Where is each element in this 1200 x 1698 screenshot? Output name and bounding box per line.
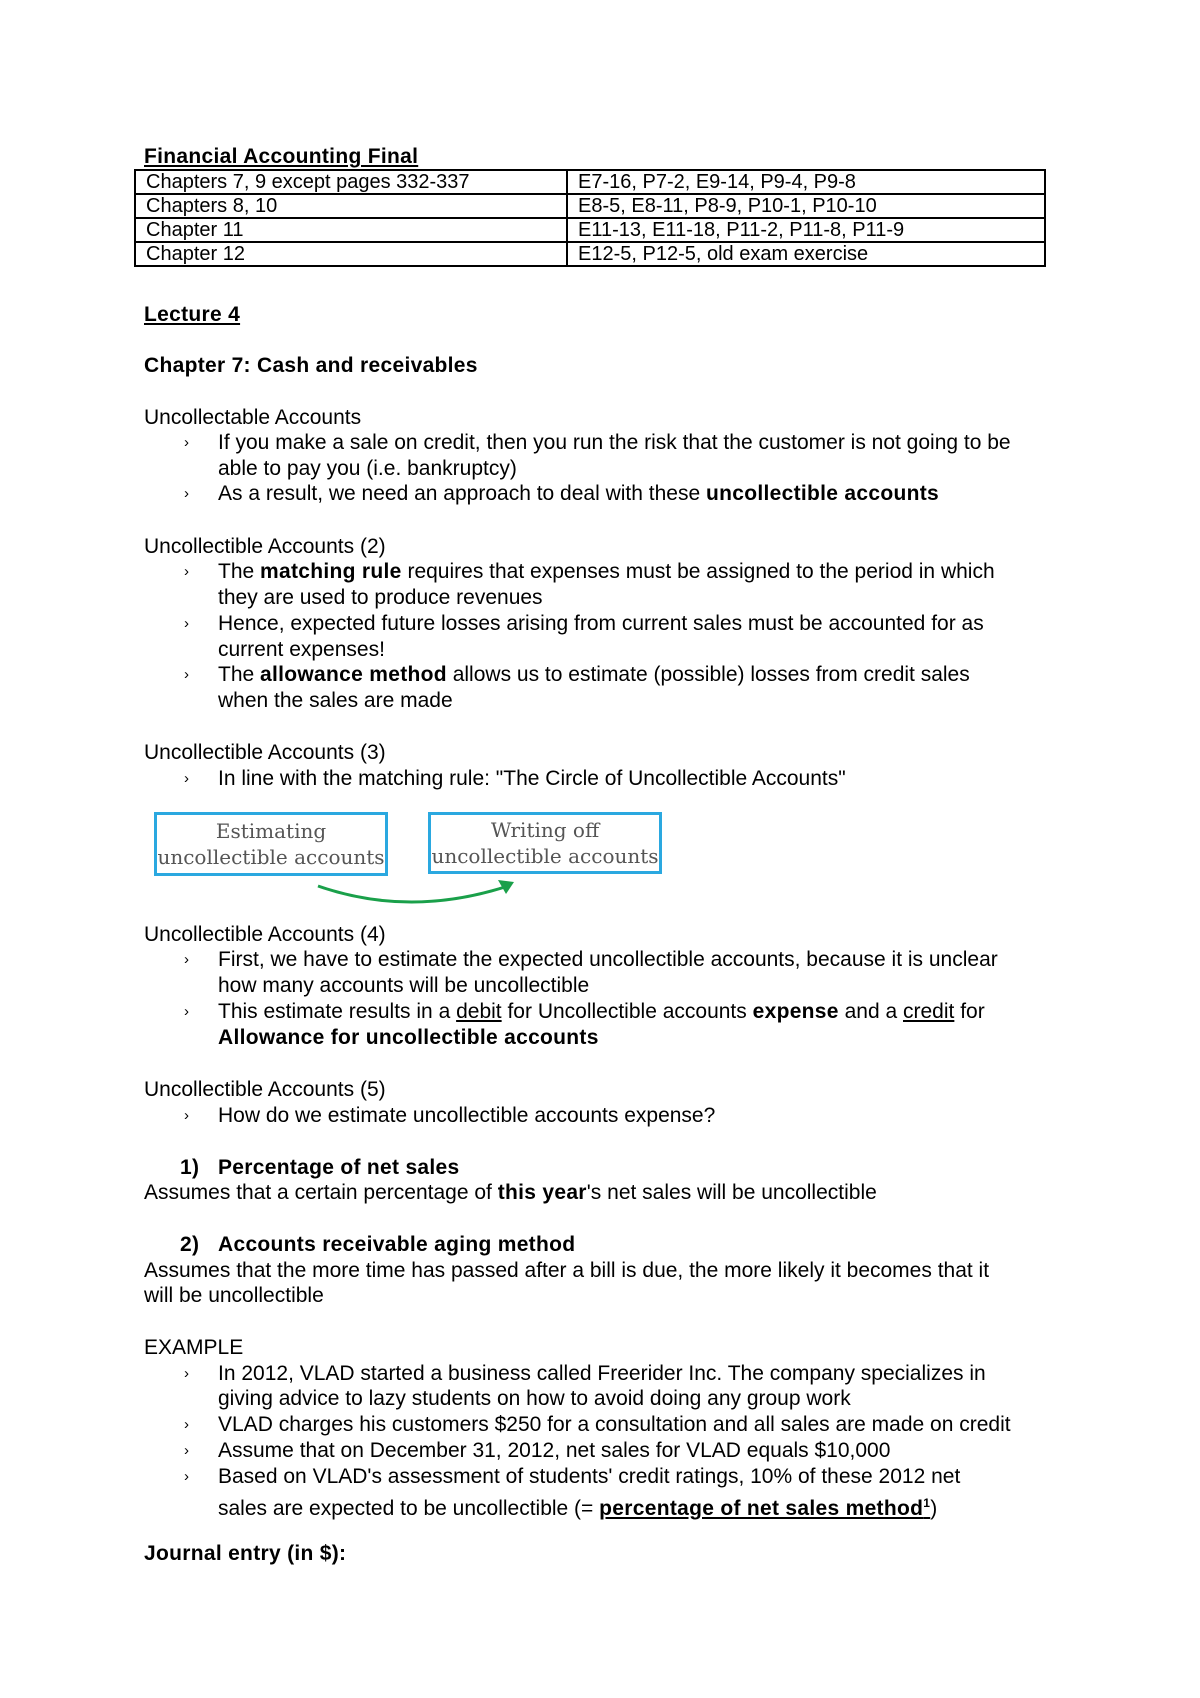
bullet-text (218, 481, 939, 507)
lecture-heading: Lecture 4 (144, 303, 241, 326)
example-heading: EXAMPLE (144, 1336, 244, 1359)
table-row (135, 194, 1045, 218)
bullet-icon: › (184, 1468, 189, 1485)
bullet-text (218, 662, 970, 688)
bullet-icon: › (184, 1003, 189, 1020)
table-cell: E8-5, E8-11, P8-9, P10-1, P10-10 (567, 194, 1045, 218)
estimating-box (154, 812, 388, 876)
section-heading: Uncollectible Accounts (5) (144, 1078, 386, 1101)
footnote-ref[interactable]: 1 (923, 1496, 931, 1510)
text-run: percentage of net sales method (599, 1497, 924, 1520)
box-line: Writing off (490, 818, 600, 842)
bold-term: allowance method (260, 663, 447, 686)
text-run: The (218, 663, 261, 686)
table-cell: Chapters 8, 10 (135, 194, 567, 218)
text-run: 's net sales will be uncollectible (586, 1181, 877, 1204)
bullet-icon: › (184, 951, 189, 968)
section-heading: Uncollectible Accounts (4) (144, 923, 386, 946)
bullet-text: Assume that on December 31, 2012, net sales for VLAD equals $10,000 (218, 1439, 891, 1462)
method-number: 2) (180, 1233, 200, 1256)
bullet-icon: › (184, 1365, 189, 1382)
writing-off-box (428, 812, 662, 874)
bullet-text: able to pay you (i.e. bankruptcy) (218, 457, 517, 480)
bullet-text: they are used to produce revenues (218, 586, 543, 609)
bullet-icon: › (184, 563, 189, 580)
document-title: Financial Accounting Final (144, 145, 419, 168)
table-cell: E11-13, E11-18, P11-2, P11-8, P11-9 (567, 218, 1045, 242)
bold-term: matching rule (260, 560, 402, 583)
bullet-text (218, 1490, 937, 1522)
text-run: This estimate results in a (218, 1000, 457, 1023)
table-cell: Chapter 12 (135, 242, 567, 266)
section-heading: Uncollectible Accounts (3) (144, 741, 386, 764)
table-row (135, 242, 1045, 266)
bullet-icon: › (184, 770, 189, 787)
section-heading: Uncollectible Accounts (2) (144, 535, 386, 558)
box-line: Estimating (215, 819, 327, 843)
table-cell: E7-16, P7-2, E9-14, P9-4, P9-8 (567, 170, 1045, 194)
bullet-text: First, we have to estimate the expected uncollectible accounts, because it is unclear (218, 948, 998, 971)
underlined-term: debit (456, 1000, 502, 1023)
bullet-text (218, 999, 985, 1025)
bold-term: Allowance for uncollectible accounts (218, 1026, 599, 1049)
method-number: 1) (180, 1156, 200, 1179)
text-run: and a (838, 1000, 903, 1023)
text-run: for (954, 1000, 985, 1023)
bullet-text: How do we estimate uncollectible accounts expense? (218, 1104, 716, 1127)
bold-underlined-term (599, 1497, 930, 1520)
chapter-heading: Chapter 7: Cash and receivables (144, 354, 478, 377)
method-title: Percentage of net sales (218, 1156, 460, 1179)
text-run: requires that expenses must be assigned to the period in which (401, 560, 995, 583)
text-run: ) (930, 1497, 938, 1520)
text-run: The (218, 560, 261, 583)
circle-arrow-icon (300, 868, 530, 918)
bullet-icon: › (184, 666, 189, 683)
table-cell: Chapter 11 (135, 218, 567, 242)
text-run: for Uncollectible accounts (501, 1000, 753, 1023)
bold-term: this year (497, 1181, 587, 1204)
bullet-icon: › (184, 1107, 189, 1124)
text-run: As a result, we need an approach to deal with these (218, 482, 706, 505)
underlined-term: credit (903, 1000, 955, 1023)
method-title: Accounts receivable aging method (218, 1233, 576, 1256)
bullet-icon: › (184, 434, 189, 451)
bullet-icon: › (184, 1442, 189, 1459)
box-line: uncollectible accounts (157, 845, 385, 869)
section-heading: Uncollectable Accounts (144, 406, 362, 429)
bullet-text (218, 559, 995, 585)
bullet-text: when the sales are made (218, 689, 453, 712)
bullet-text: how many accounts will be uncollectible (218, 974, 590, 997)
bullet-text: Hence, expected future losses arising from current sales must be accounted for as (218, 612, 984, 635)
table-cell: E12-5, P12-5, old exam exercise (567, 242, 1045, 266)
bullet-icon: › (184, 615, 189, 632)
bullet-icon: › (184, 485, 189, 502)
method-description: will be uncollectible (144, 1284, 324, 1307)
bullet-text: In 2012, VLAD started a business called Freerider Inc. The company specializes in (218, 1362, 986, 1385)
assignment-table (134, 169, 1046, 267)
method-description (144, 1180, 877, 1206)
bullet-icon: › (184, 1416, 189, 1433)
text-run: Assumes that a certain percentage of (144, 1181, 498, 1204)
box-line: uncollectible accounts (431, 844, 659, 868)
method-description: Assumes that the more time has passed after a bill is due, the more likely it becomes that it (144, 1259, 990, 1282)
bullet-text: current expenses! (218, 638, 385, 661)
table-row (135, 170, 1045, 194)
bullet-text: Based on VLAD's assessment of students' credit ratings, 10% of these 2012 net (218, 1465, 961, 1488)
journal-heading: Journal entry (in $): (144, 1542, 347, 1565)
bullet-text: VLAD charges his customers $250 for a consultation and all sales are made on credit (218, 1413, 1011, 1436)
bullet-text: In line with the matching rule: "The Circle of Uncollectible Accounts" (218, 767, 846, 790)
table-cell: Chapters 7, 9 except pages 332-337 (135, 170, 567, 194)
bullet-text: giving advice to lazy students on how to avoid doing any group work (218, 1387, 851, 1410)
bold-term: uncollectible accounts (705, 482, 939, 505)
bullet-text: If you make a sale on credit, then you run the risk that the customer is not going to be (218, 431, 1011, 454)
text-run: sales are expected to be uncollectible (= (218, 1497, 600, 1520)
table-row (135, 218, 1045, 242)
bold-term: expense (752, 1000, 839, 1023)
text-run: allows us to estimate (possible) losses from credit sales (446, 663, 970, 686)
